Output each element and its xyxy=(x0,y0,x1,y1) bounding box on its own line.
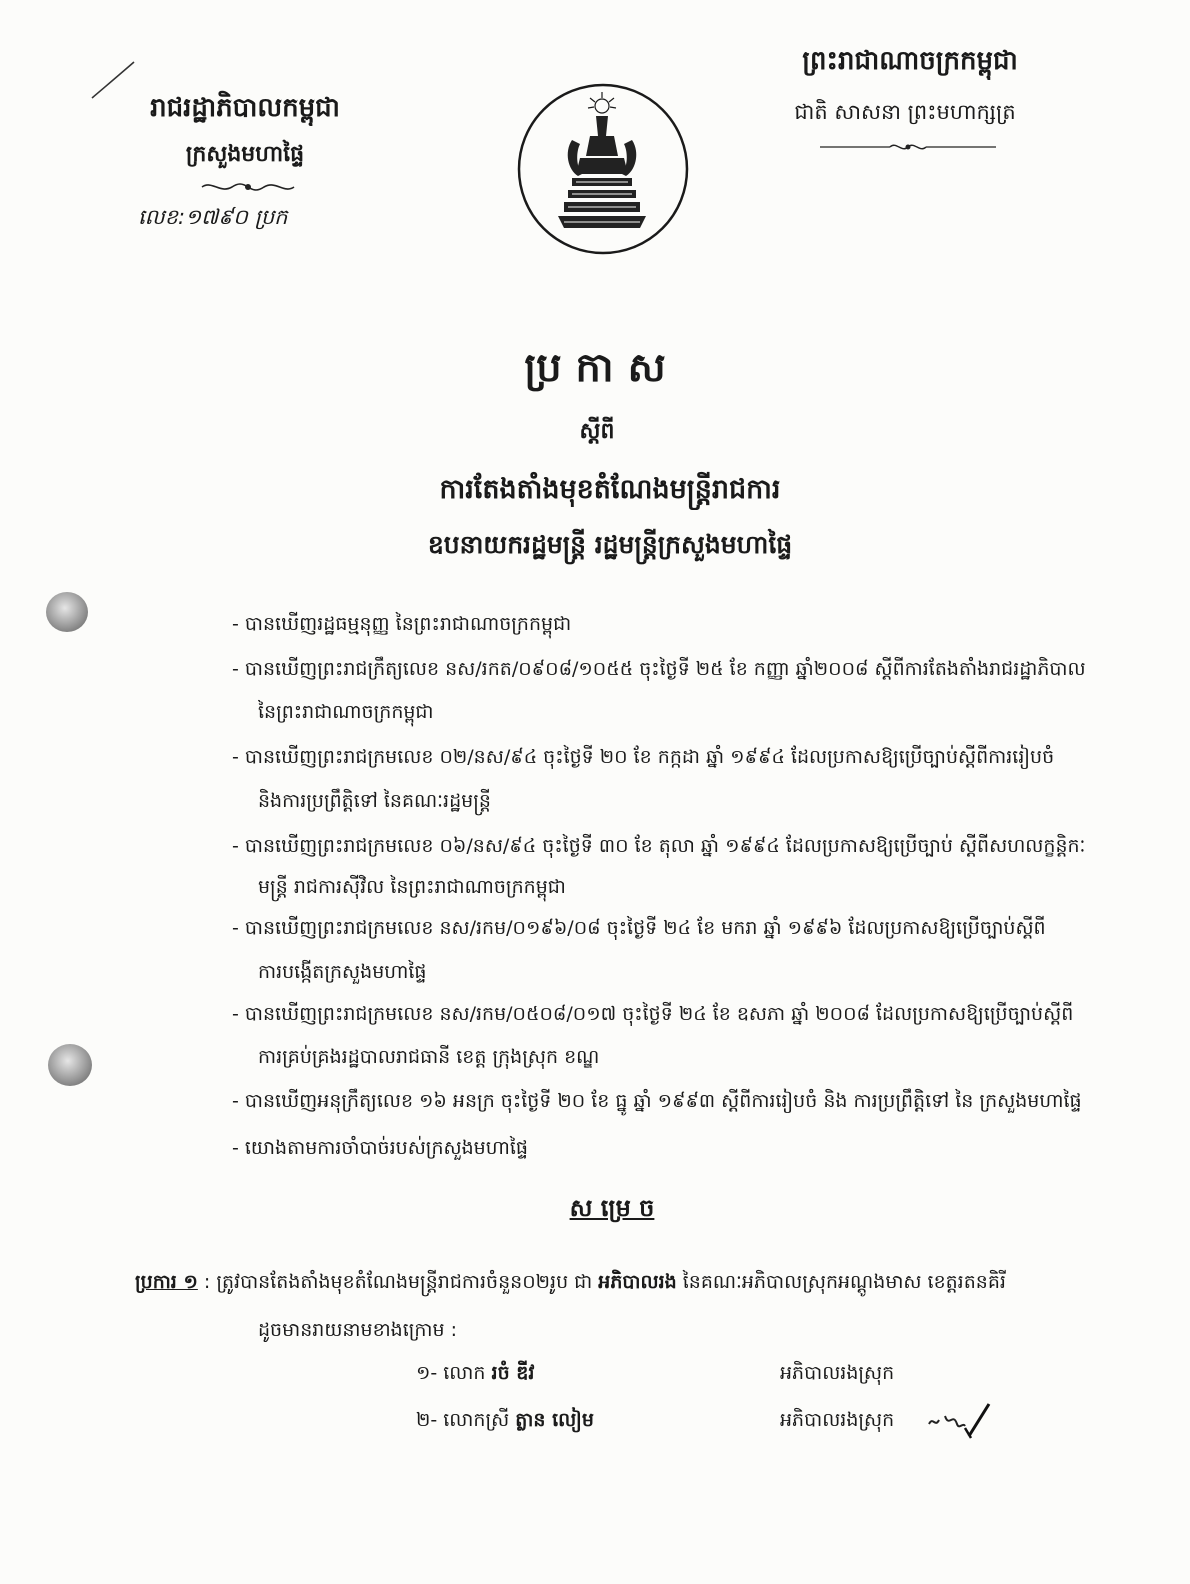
appointee-position: អភិបាលរងស្រុក xyxy=(780,1409,895,1431)
proclamation-about: ស្តីពី xyxy=(579,419,615,444)
consideration-line: - បានឃើញព្រះរាជក្រមលេខ នស/រកម/០១៩៦/០៨ ចុះថ្ងៃទី ២៤ ខែ មករា ឆ្នាំ ១៩៩៦ ដែលប្រកាសឱ្យប្រើច្បាប់ស្តីពី xyxy=(232,917,1046,939)
national-motto: ជាតិ សាសនា ព្រះមហាក្សត្រ xyxy=(794,100,1016,124)
consideration-line: ការបង្កើតក្រសួងមហាផ្ទៃ xyxy=(258,961,427,983)
ministry-name: ក្រសួងមហាផ្ទៃ xyxy=(185,142,305,167)
consideration-line: - បានឃើញអនុក្រឹត្យលេខ ១៦ អនក្រ ចុះថ្ងៃទី ២០ ខែ ធ្នូ ឆ្នាំ ១៩៩៣ ស្តីពីការរៀបចំ និង ការប្រព្រឹត្តិទៅ នៃ ក្រសួងមហាផ្ទៃ xyxy=(232,1090,1082,1112)
government-name: រាជរដ្ឋាភិបាលកម្ពុជា xyxy=(150,93,340,123)
proclamation-issuer: ឧបនាយករដ្ឋមន្ត្រី រដ្ឋមន្ត្រីក្រសួងមហាផ្ទៃ xyxy=(427,530,793,559)
appointee-name: ត្លាន លៀម xyxy=(515,1409,594,1431)
royal-emblem-icon xyxy=(512,78,694,260)
consideration-line: - បានឃើញព្រះរាជក្រមលេខ នស/រកម/០៥០៨/០១៧ ចុះថ្ងៃទី ២៤ ខែ ឧសភា ឆ្នាំ ២០០៨ ដែលប្រកាសឱ្យប្រើច្បាប់ស្តីពី xyxy=(232,1003,1074,1025)
decision-heading-text: ស ម្រេ ច xyxy=(569,1194,655,1222)
article-text: ត្រូវបានតែងតាំងមុខតំណែងមន្ត្រីរាជការចំនួន០២រូប ជា xyxy=(216,1271,599,1293)
kingdom-name: ព្រះរាជាណាចក្រកម្ពុជា xyxy=(802,46,1018,76)
appointee-position: អភិបាលរងស្រុក xyxy=(780,1362,895,1384)
article-1 xyxy=(135,1267,1145,1297)
proclamation-title: ប្រ កា ស xyxy=(524,345,666,391)
consideration-line: និងការប្រព្រឹត្តិទៅ នៃគណៈរដ្ឋមន្ត្រី xyxy=(258,790,491,812)
consideration-line: ការគ្រប់គ្រងរដ្ឋបាលរាជធានី ខេត្ត ក្រុងស្រុក ខណ្ឌ xyxy=(258,1046,600,1068)
document-number: លេខ:១៧៩០ ប្រក xyxy=(138,205,288,229)
article-text-rest: នៃគណៈអភិបាលស្រុកអណ្តូងមាស ខេត្តរតនគិរី xyxy=(676,1271,1006,1293)
consideration-line: - បានឃើញព្រះរាជក្រមលេខ ០២/នស/៩៤ ចុះថ្ងៃទី ២០ ខែ កក្កដា ឆ្នាំ ១៩៩៤ ដែលប្រកាសឱ្យប្រើច្បាប់ស្តីពីការរៀបចំ xyxy=(232,746,1055,768)
ornament-divider-icon xyxy=(818,139,998,155)
article-position: អភិបាលរង xyxy=(598,1271,677,1293)
consideration-line: - បានឃើញព្រះរាជក្រឹត្យលេខ នស/រកត/០៩០៨/១០៥៥ ចុះថ្ងៃទី ២៥ ខែ កញ្ញា ឆ្នាំ២០០៨ ស្តីពីការតែងតាំងរាជរដ្ឋាភិបាល xyxy=(232,658,1086,680)
appointee-row xyxy=(416,1358,766,1388)
consideration-line: នៃព្រះរាជាណាចក្រកម្ពុជា xyxy=(258,701,434,723)
decision-heading xyxy=(512,1190,712,1226)
handwritten-initials-icon xyxy=(925,1398,995,1444)
appointee-name: រចំ ឌីវ xyxy=(491,1362,535,1384)
consideration-line: - យោងតាមការចាំបាច់របស់ក្រសួងមហាផ្ទៃ xyxy=(232,1137,528,1159)
proclamation-subject: ការតែងតាំងមុខតំណែងមន្ត្រីរាជការ xyxy=(439,474,781,505)
consideration-line: - បានឃើញព្រះរាជក្រមលេខ ០៦/នស/៩៤ ចុះថ្ងៃទី ៣០ ខែ តុលា ឆ្នាំ ១៩៩៤ ដែលប្រកាសឱ្យប្រើច្បាប់ ស្តីពីសហលក្ខន្តិកៈ xyxy=(232,835,1086,857)
article-1-continuation: ដូចមានរាយនាមខាងក្រោម : xyxy=(258,1319,458,1341)
ornament-divider-icon xyxy=(198,178,298,196)
article-label: ប្រការ ១ xyxy=(135,1271,198,1293)
appointee-title: លោក xyxy=(443,1362,492,1384)
appointee-number: ២- xyxy=(416,1409,444,1431)
punch-hole xyxy=(46,592,88,632)
article-colon: : xyxy=(197,1271,217,1293)
punch-hole xyxy=(48,1044,92,1086)
appointee-title: លោកស្រី xyxy=(443,1409,516,1431)
consideration-line: - បានឃើញរដ្ឋធម្មនុញ្ញ នៃព្រះរាជាណាចក្រកម្ពុជា xyxy=(232,613,572,635)
appointee-number: ១- xyxy=(416,1362,444,1384)
appointee-row xyxy=(416,1405,766,1435)
consideration-line: មន្ត្រី រាជការស៊ីវិល នៃព្រះរាជាណាចក្រកម្ពុជា xyxy=(258,876,566,898)
